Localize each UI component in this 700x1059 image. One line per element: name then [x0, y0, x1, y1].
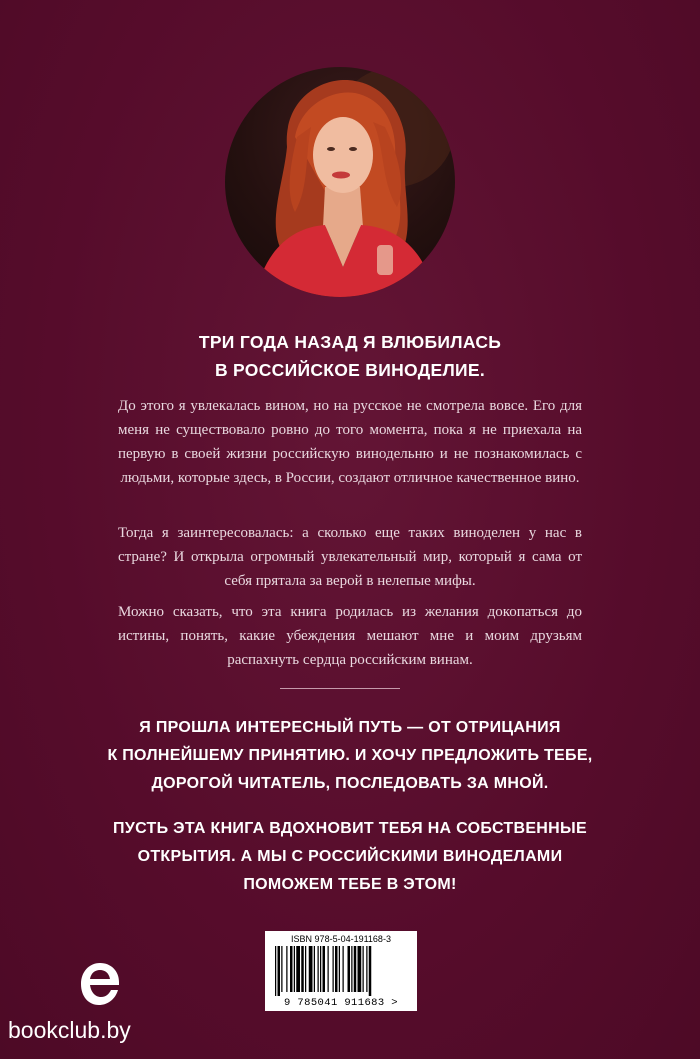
divider [280, 688, 400, 689]
paragraph: До этого я увлекалась вином, но на русское не смотрела вовсе. Его для меня не существовало ровно до того момента, пока я не приехала на первую в своей жизни российскую винодельню и не познакомилась с людьми, которые здесь, в России, создают отличное качественное вино. [118, 398, 582, 486]
barcode-bars [271, 946, 411, 996]
isbn-label: ISBN 978-5-04-191168-3 [291, 934, 391, 944]
heading-journey [80, 714, 620, 798]
heading-journey-line: К ПОЛНЕЙШЕМУ ПРИНЯТИЮ. И ХОЧУ ПРЕДЛОЖИТЬ ТЕБЕ, [107, 747, 593, 764]
heading-journey-line: ДОРОГОЙ ЧИТАТЕЛЬ, ПОСЛЕДОВАТЬ ЗА МНОЙ. [151, 775, 549, 792]
heading-inspire-line: ОТКРЫТИЯ. А МЫ С РОССИЙСКИМИ ВИНОДЕЛАМИ [137, 848, 563, 865]
paragraph: Можно сказать, что эта книга родилась из желания докопаться до истины, понять, какие убеждения мешают мне и моим друзьям распахнуть сердца российским винам. [118, 604, 582, 668]
heading-intro [90, 328, 610, 384]
author-portrait [225, 67, 455, 297]
heading-intro-line: В РОССИЙСКОЕ ВИНОДЕЛИЕ. [214, 360, 486, 380]
paragraph: Тогда я заинтересовалась: а сколько еще таких виноделен у нас в стране? И открыла огромный увлекательный мир, который я сама от себя прятала за верой в нелепые мифы. [118, 525, 582, 589]
heading-inspire [80, 815, 620, 899]
heading-intro-line: ТРИ ГОДА НАЗАД Я ВЛЮБИЛАСЬ [198, 332, 502, 352]
eksmo-e-icon [78, 960, 124, 1013]
heading-journey-line: Я ПРОШЛА ИНТЕРЕСНЫЙ ПУТЬ — ОТ ОТРИЦАНИЯ [139, 719, 561, 736]
watermark-text: bookclub.by [8, 1017, 131, 1043]
heading-inspire-line: ПУСТЬ ЭТА КНИГА ВДОХНОВИТ ТЕБЯ НА СОБСТВЕННЫЕ [113, 820, 587, 837]
heading-inspire-line: ПОМОЖЕМ ТЕБЕ В ЭТОМ! [243, 876, 457, 893]
ean-digits: 9 785041 911683 > [284, 997, 398, 1009]
isbn-barcode [265, 931, 417, 1011]
